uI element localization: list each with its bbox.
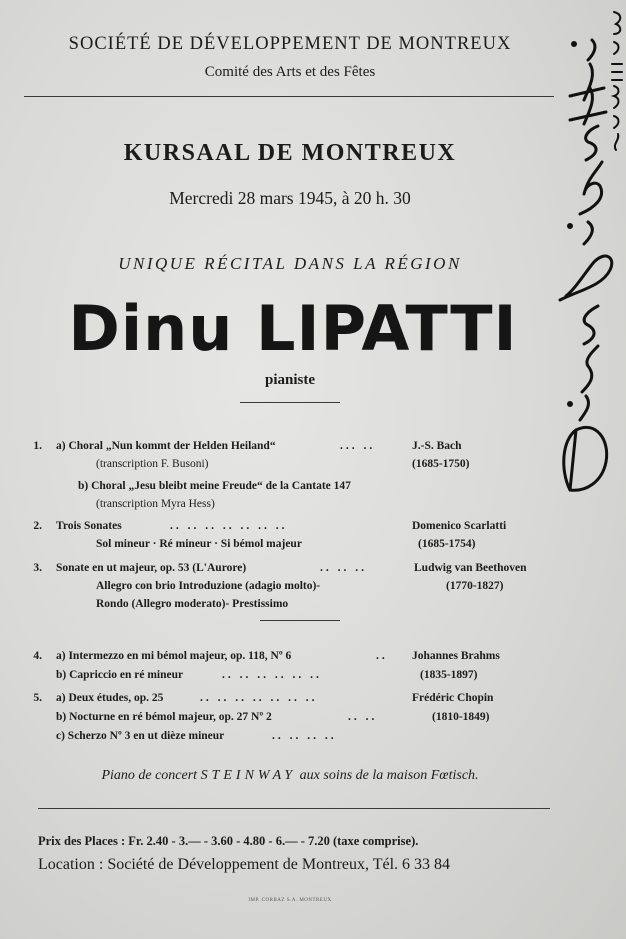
program-title: a) Intermezzo en mi bémol majeur, op. 118, Nº 6 [56,650,292,662]
composer-dates: (1685-1750) [412,458,470,470]
program-title: Trois Sonates [56,520,122,532]
composer-dates: (1835-1897) [420,669,478,681]
program-title: a) Deux études, op. 25 [56,692,164,704]
composer-name: Ludwig van Beethoven [414,562,527,574]
leader-dots: ... .. [340,440,376,452]
artist-role: pianiste [264,372,315,388]
piano-brand: STEINWAY [200,768,297,783]
program-detail: Sol mineur · Ré mineur · Si bémol majeur [96,538,302,550]
artist-name: Dinu LIPATTI [68,292,518,365]
program-title: b) Capriccio en ré mineur [56,669,184,681]
composer-name: J.-S. Bach [412,440,462,452]
composer-name: Domenico Scarlatti [412,520,507,532]
program-note: (transcription Myra Hess) [96,498,215,510]
ticket-prices: Prix des Places : Fr. 2.40 - 3.— - 3.60 - 4.80 - 6.— - 7.20 (taxe comprise). [38,834,419,848]
program-title: a) Choral „Nun kommt der Helden Heiland“ [56,440,276,452]
ticket-location: Location : Société de Développement de Montreux, Tél. 6 33 84 [38,856,451,873]
program-title: b) Choral „Jesu bleibt meine Freude“ de la Cantate 147 [78,480,351,492]
composer-dates: (1770-1827) [446,580,504,592]
program-number: 4. [33,650,42,662]
composer-name: Frédéric Chopin [412,692,494,704]
composer-dates: (1810-1849) [432,711,490,723]
program-title: c) Scherzo Nº 3 en ut dièze mineur [56,730,225,742]
piano-credit [0,768,580,784]
composer-name: Johannes Brahms [412,650,500,662]
program-title: Sonate en ut majeur, op. 53 (L'Aurore) [56,562,247,574]
leader-dots: .. .. .. .. .. .. .. [170,520,288,532]
printer-imprint: IMP. CORBAZ S.A. MONTREUX [248,898,332,903]
leader-dots: .. .. .. [320,562,367,574]
handwritten-signature [540,0,626,520]
event-tagline: UNIQUE RÉCITAL DANS LA RÉGION [118,254,462,273]
program-note: (transcription F. Busoni) [96,458,209,470]
program-title: b) Nocturne en ré bémol majeur, op. 27 Nº 2 [56,711,272,723]
leader-dots: .. .. .. .. .. .. [222,669,322,681]
leader-dots: .. [376,650,388,662]
footer-divider [38,808,550,809]
piano-credit-post: aux soins de la maison Fœtisch. [299,768,479,783]
program-number: 2. [33,520,42,532]
piano-credit-pre: Piano de concert [101,768,198,783]
venue-title: KURSAAL DE MONTREUX [123,140,457,166]
program-detail: Rondo (Allegro moderato)- Prestissimo [96,598,289,610]
top-divider [24,96,554,97]
event-date: Mercredi 28 mars 1945, à 20 h. 30 [169,188,411,208]
program-number: 5. [33,692,42,704]
leader-dots: .. .. .. .. .. .. .. [200,692,318,704]
program-detail: Allegro con brio Introduzione (adagio molto)- [96,580,321,592]
committee-name: Comité des Arts et des Fêtes [204,64,376,80]
leader-dots: .. .. [348,711,378,723]
program-number: 3. [33,562,42,574]
composer-dates: (1685-1754) [418,538,476,550]
leader-dots: .. .. .. .. [272,730,337,742]
program-number: 1. [33,440,42,452]
society-name: SOCIÉTÉ DE DÉVELOPPEMENT DE MONTREUX [68,34,512,54]
intermission-divider [260,620,340,621]
title-divider [240,402,340,403]
